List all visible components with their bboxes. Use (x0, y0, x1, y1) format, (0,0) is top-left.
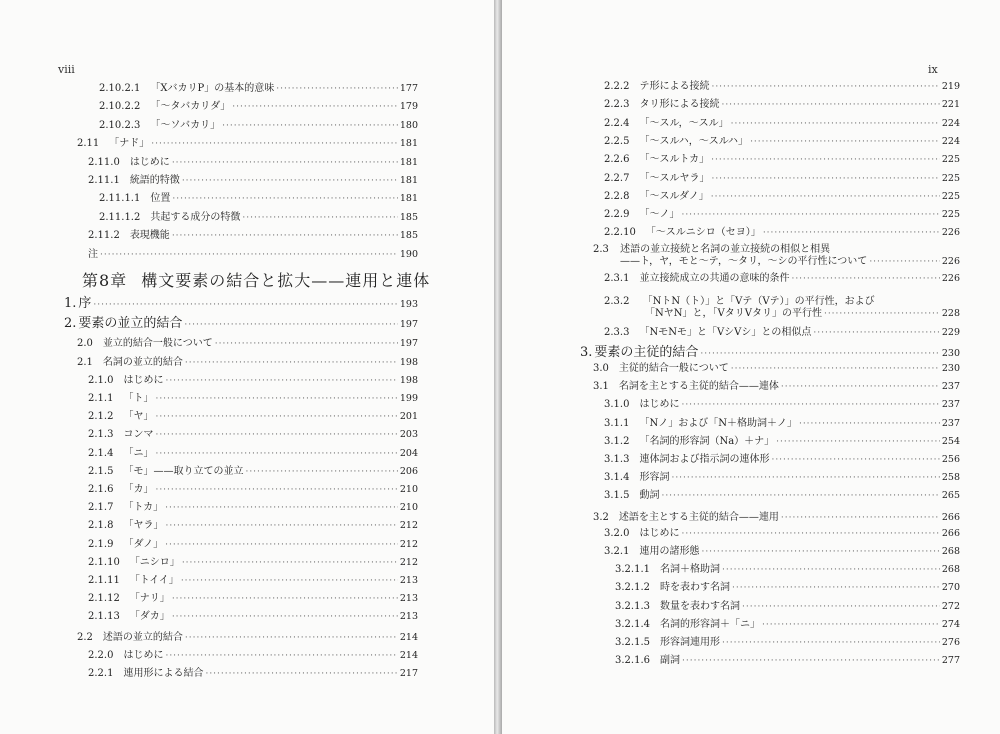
toc-entry[interactable] (604, 399, 960, 415)
toc-title: はじめに (129, 156, 170, 168)
toc-number: 2.11.1.2 (99, 211, 141, 223)
toc-title: 「名詞的形容詞（Na）＋ナ」 (639, 435, 775, 447)
toc-page-number: 274 (941, 618, 960, 630)
toc-title: 「〜スル，〜スル」 (639, 117, 729, 129)
toc-title: 「ナド」 (109, 138, 150, 150)
toc-title: 「Nノ」および「N＋格助詞＋ノ」 (639, 417, 797, 429)
toc-number: 3.1 (593, 381, 609, 393)
page-folio: ix (928, 63, 938, 76)
toc-title: はじめに (123, 374, 164, 386)
toc-number: 3.2.1.2 (615, 582, 650, 594)
toc-number: 3.2.1.6 (615, 654, 650, 666)
toc-page-number: 277 (941, 654, 960, 666)
right-page (502, 0, 1000, 734)
toc-entry[interactable] (88, 557, 418, 573)
chapter-label: 第8章 (82, 271, 128, 290)
toc-number: 2.1.11 (88, 575, 120, 586)
toc-number: 2.2.4 (604, 117, 630, 129)
toc-number: 2.1.6 (88, 484, 114, 495)
toc-number: 2.1.1 (88, 393, 114, 404)
toc-title: 「ニ」 (123, 447, 154, 459)
toc-entry[interactable] (77, 357, 418, 373)
toc-title: 名詞の並立的結合 (102, 356, 183, 368)
toc-number: 2.1.7 (88, 502, 114, 514)
toc-entry[interactable] (604, 209, 960, 225)
book-gutter (494, 0, 502, 734)
toc-entry[interactable] (604, 81, 960, 97)
toc-number: 2.11 (77, 138, 100, 150)
toc-number: 2.2.5 (604, 135, 630, 147)
toc-title: はじめに (639, 399, 680, 411)
toc-number: 3.2.1 (604, 546, 630, 558)
toc-number: 2.2.2 (604, 81, 630, 92)
toc-title: 連用形による結合 (123, 668, 204, 679)
toc-title: 動詞 (639, 489, 660, 501)
toc-page-number: 185 (399, 211, 418, 223)
toc-title: 数量を表わす名詞 (660, 600, 740, 612)
toc-page-number: 181 (399, 138, 418, 150)
toc-title: 「ト」 (123, 393, 154, 404)
toc-title: 連体詞および指示詞の連体形 (639, 453, 770, 465)
toc-number: 2.1.9 (88, 538, 114, 550)
toc-number: 2.1.0 (88, 374, 114, 386)
toc-title: はじめに (123, 649, 164, 661)
toc-title: 要素の並立的結合 (78, 316, 183, 332)
toc-page-number: 226 (941, 227, 960, 239)
toc-entry[interactable] (593, 512, 960, 528)
toc-title: 統語的特徴 (129, 175, 180, 186)
toc-entry[interactable] (88, 175, 418, 191)
toc-entry[interactable] (604, 173, 960, 189)
toc-number: 2.2.0 (88, 649, 114, 661)
toc-entry[interactable] (580, 347, 960, 363)
toc-number: 2.2.9 (604, 209, 630, 221)
toc-page-number: 229 (941, 327, 960, 338)
toc-page-number: 224 (941, 117, 960, 129)
toc-number: 注 (88, 248, 98, 260)
toc-page-number: 212 (399, 520, 418, 532)
toc-number: 2.1.13 (88, 611, 120, 623)
toc-page-number: 198 (399, 374, 418, 386)
toc-page-number: 230 (941, 348, 960, 360)
toc-title: 並立接続成立の共通の意味的条件 (639, 273, 790, 284)
toc-title: 「ヤラ」 (123, 520, 164, 532)
toc-page-number: 225 (941, 190, 960, 202)
toc-entry-multiline (593, 240, 830, 255)
toc-entry[interactable] (615, 582, 960, 598)
toc-entry[interactable] (615, 619, 960, 635)
toc-title: 名詞を主とする主従的結合——連体 (618, 381, 779, 393)
toc-title-line1: 述語の並立接続と名詞の並立接続の相似と相異 (620, 244, 831, 255)
toc-number: 2.3.3 (604, 327, 630, 338)
toc-entry[interactable] (77, 632, 418, 648)
toc-page-number: 213 (399, 575, 418, 586)
toc-title: 「〜スルヤラ」 (639, 172, 710, 184)
toc-title: 並立的結合一般について (102, 338, 213, 350)
toc-page-number: 272 (941, 600, 960, 612)
toc-entry[interactable] (88, 375, 418, 391)
toc-number: 2.2.6 (604, 154, 630, 166)
toc-entry[interactable] (604, 327, 960, 343)
toc-page-number: 228 (941, 308, 960, 319)
toc-page-number: 210 (399, 502, 418, 514)
toc-page-number: 225 (941, 209, 960, 221)
toc-page-number: 226 (941, 256, 960, 267)
toc-title-line2: ——ト，ヤ，モと〜テ，〜タリ，〜シの平行性について (620, 256, 868, 267)
toc-title: 「〜スルハ，〜スルハ」 (639, 135, 749, 147)
toc-number: 2.1.5 (88, 465, 114, 477)
toc-page-number: 265 (941, 489, 960, 501)
toc-entry[interactable] (88, 448, 418, 464)
toc-entry[interactable] (88, 575, 418, 591)
toc-title: 名詞＋格助詞 (660, 564, 720, 576)
toc-entry[interactable] (615, 655, 960, 671)
toc-number: 2.11.1 (88, 175, 120, 186)
toc-entry[interactable] (604, 99, 960, 115)
toc-page-number: 201 (399, 411, 418, 423)
toc-page-number: 177 (399, 83, 418, 94)
toc-entry[interactable] (99, 101, 418, 117)
toc-title: 述語を主とする主従的結合——連用 (618, 512, 779, 523)
toc-entry-multiline (604, 292, 875, 307)
toc-page-number: 266 (941, 512, 960, 523)
chapter-heading (82, 268, 430, 291)
toc-page-number: 210 (399, 484, 418, 495)
toc-number: 3.2.1.3 (615, 600, 650, 612)
page-folio: viii (58, 63, 75, 76)
toc-number: 2.2.8 (604, 190, 630, 202)
toc-entry[interactable] (604, 472, 960, 488)
toc-entry[interactable] (604, 528, 960, 544)
toc-number: 2.11.0 (88, 156, 120, 168)
toc-title: はじめに (639, 528, 680, 540)
toc-number: 2.2.1 (88, 668, 114, 679)
toc-number: 3.2.1.5 (615, 636, 650, 648)
toc-entry[interactable] (77, 338, 418, 354)
toc-title: 形容詞 (639, 471, 670, 483)
toc-entry[interactable] (615, 564, 960, 580)
toc-page-number: 197 (399, 338, 418, 350)
toc-title: 位置 (150, 193, 171, 205)
toc-number: 3.0 (593, 363, 609, 375)
toc-page-number: 199 (399, 393, 418, 404)
toc-number: 2.1.3 (88, 429, 114, 441)
toc-page-number: 268 (941, 546, 960, 558)
toc-title: 「ヤ」 (123, 411, 154, 423)
toc-number: 2.3.2 (604, 296, 630, 307)
toc-page-number: 270 (941, 582, 960, 594)
toc-number: 2.2.3 (604, 99, 630, 111)
toc-entry[interactable] (604, 490, 960, 506)
toc-title: タリ形による接続 (639, 99, 720, 111)
toc-entry[interactable] (88, 502, 418, 518)
toc-title: 「XバカリP」の基本的意味 (150, 83, 275, 94)
toc-page-number: 203 (399, 429, 418, 441)
toc-page-number: 193 (399, 299, 418, 310)
toc-title: 「ダカ」 (129, 611, 170, 623)
toc-number: 2.11.2 (88, 230, 120, 242)
toc-title: 「〜ソバカリ」 (150, 119, 221, 131)
toc-page-number: 237 (941, 381, 960, 393)
toc-title: 表現機能 (129, 230, 170, 242)
toc-number: 2.1.8 (88, 520, 114, 532)
toc-entry[interactable] (88, 650, 418, 666)
toc-title: テ形による接続 (639, 81, 710, 92)
toc-number: 2.10.2.2 (99, 101, 141, 113)
toc-title-line2: 「NヤN」と，「VタリVタリ」の平行性 (645, 308, 822, 319)
toc-page-number: 214 (399, 649, 418, 661)
toc-page-number: 268 (941, 564, 960, 576)
toc-title: 要素の主従的結合 (594, 345, 699, 361)
toc-page-number: 181 (399, 175, 418, 186)
toc-title: 「ニシロ」 (129, 556, 180, 568)
toc-title: 時を表わす名詞 (660, 582, 730, 594)
toc-title: 「トイイ」 (129, 575, 179, 586)
toc-page-number: 224 (941, 135, 960, 147)
toc-title: 「ダノ」 (123, 538, 164, 550)
toc-page-number: 197 (399, 319, 418, 331)
toc-entry[interactable] (88, 668, 418, 684)
toc-entry[interactable] (615, 637, 960, 653)
toc-entry[interactable] (593, 363, 960, 379)
toc-number: 2.2.7 (604, 172, 630, 184)
toc-page-number: 276 (941, 636, 960, 648)
toc-entry[interactable] (88, 230, 418, 246)
toc-number: 2.1.4 (88, 447, 114, 459)
chapter-title: 構文要素の結合と拡大——連用と連体 (141, 271, 431, 290)
toc-entry[interactable] (99, 193, 418, 209)
toc-number: 1. (64, 296, 77, 311)
toc-title: 「〜スルニシロ（セヨ）」 (645, 227, 761, 239)
toc-entry[interactable] (615, 601, 960, 617)
toc-number: 3.2.0 (604, 528, 630, 540)
toc-number: 3.2 (593, 512, 609, 523)
toc-number: 2.1.2 (88, 411, 114, 423)
toc-page-number: 180 (399, 119, 418, 131)
toc-entry[interactable] (64, 298, 418, 314)
toc-title: 「〜スルダノ」 (639, 190, 709, 202)
toc-entry[interactable] (88, 393, 418, 409)
toc-title: 主従的結合一般について (618, 363, 729, 375)
toc-page-number: 237 (941, 399, 960, 411)
toc-page-number: 230 (941, 363, 960, 375)
toc-number: 2.3 (593, 244, 609, 255)
toc-page-number: 237 (941, 417, 960, 429)
toc-entry[interactable] (88, 611, 418, 627)
toc-title-line1: 「NトN（ト）」と「Vテ（Vテ）」の平行性，および (642, 296, 875, 307)
toc-page-number: 198 (399, 356, 418, 368)
toc-entry[interactable] (604, 118, 960, 134)
toc-page-number: 226 (941, 273, 960, 284)
toc-page-number: 219 (941, 81, 960, 92)
toc-title: 形容詞連用形 (660, 636, 720, 648)
toc-page-number: 206 (399, 465, 418, 477)
toc-entry[interactable] (604, 436, 960, 452)
toc-entry[interactable] (604, 154, 960, 170)
toc-title: 「NモNモ」と「VシVシ」との相似点 (639, 327, 812, 338)
toc-entry[interactable] (88, 411, 418, 427)
toc-number: 3.2.1.1 (615, 564, 650, 576)
toc-page-number: 266 (941, 528, 960, 540)
toc-title: 述語の並立的結合 (102, 631, 183, 643)
toc-title: 「〜スルトカ」 (639, 154, 710, 166)
toc-number: 3.1.4 (604, 471, 630, 483)
toc-entry[interactable] (88, 249, 418, 265)
toc-page-number: 185 (399, 230, 418, 242)
toc-page-number: 181 (399, 193, 418, 205)
toc-entry[interactable] (99, 120, 418, 136)
toc-title: 序 (78, 296, 92, 311)
toc-entry[interactable] (604, 418, 960, 434)
toc-title: 「モ」——取り立ての並立 (123, 465, 244, 477)
toc-page-number: 179 (399, 101, 418, 113)
toc-entry[interactable] (77, 138, 418, 154)
toc-title: 「ナリ」 (129, 593, 170, 605)
toc-number: 2.2.10 (604, 227, 636, 239)
toc-number: 2.10.2.1 (99, 83, 141, 94)
toc-entry[interactable] (88, 157, 418, 173)
toc-number: 2.3.1 (604, 273, 630, 284)
toc-title: 「〜タバカリダ」 (150, 101, 231, 113)
toc-number: 2.2 (77, 631, 93, 643)
toc-title: 名詞的形容詞＋「ニ」 (660, 618, 760, 630)
toc-number: 3.1.5 (604, 489, 630, 501)
toc-number: 2.11.1.1 (99, 193, 141, 205)
toc-page-number: 204 (399, 447, 418, 459)
toc-number: 2.1.10 (88, 556, 120, 568)
toc-page-number: 254 (941, 435, 960, 447)
toc-page-number: 212 (399, 556, 418, 568)
toc-number: 2.0 (77, 338, 93, 350)
toc-page-number: 181 (399, 156, 418, 168)
toc-number: 3.2.1.4 (615, 618, 650, 630)
toc-entry[interactable] (593, 381, 960, 397)
toc-page-number: 221 (941, 99, 960, 111)
toc-entry[interactable] (604, 136, 960, 152)
toc-entry[interactable] (88, 429, 418, 445)
toc-entry[interactable] (64, 318, 418, 334)
toc-title: コンマ (123, 429, 154, 441)
toc-page-number: 214 (399, 631, 418, 643)
toc-page-number: 217 (399, 668, 418, 679)
toc-number: 3.1.3 (604, 453, 630, 465)
left-page (0, 0, 494, 734)
toc-entry[interactable] (99, 83, 418, 99)
toc-title: 「カ」 (123, 484, 154, 495)
toc-page-number: 258 (941, 471, 960, 483)
toc-title: 連用の諸形態 (639, 546, 700, 558)
toc-entry-line2 (620, 256, 960, 272)
toc-number: 3.1.2 (604, 435, 630, 447)
toc-entry[interactable] (88, 593, 418, 609)
toc-entry[interactable] (604, 191, 960, 207)
toc-number: 2.1 (77, 356, 93, 368)
toc-entry[interactable] (604, 546, 960, 562)
toc-entry[interactable] (604, 273, 960, 289)
toc-page-number: 213 (399, 593, 418, 605)
toc-entry[interactable] (88, 484, 418, 500)
toc-entry[interactable] (88, 539, 418, 555)
toc-number: 3. (580, 345, 593, 361)
toc-entry-line2 (645, 308, 960, 324)
toc-title: 「〜ノ」 (639, 209, 680, 221)
toc-number: 3.1.1 (604, 417, 630, 429)
toc-number: 2.10.2.3 (99, 119, 141, 131)
toc-page-number: 225 (941, 154, 960, 166)
toc-title: 副詞 (660, 654, 680, 666)
toc-entry[interactable] (88, 520, 418, 536)
toc-page-number: 225 (941, 172, 960, 184)
toc-number: 2.1.12 (88, 593, 120, 605)
toc-page-number: 190 (399, 248, 418, 260)
toc-entry[interactable] (604, 454, 960, 470)
toc-number: 2. (64, 316, 77, 332)
toc-entry[interactable] (99, 212, 418, 228)
toc-number: 3.1.0 (604, 399, 630, 411)
toc-entry[interactable] (88, 466, 418, 482)
toc-page-number: 256 (941, 453, 960, 465)
toc-page-number: 213 (399, 611, 418, 623)
toc-title: 「トカ」 (123, 502, 164, 514)
toc-title: 共起する成分の特徴 (150, 211, 241, 223)
toc-page-number: 212 (399, 538, 418, 550)
